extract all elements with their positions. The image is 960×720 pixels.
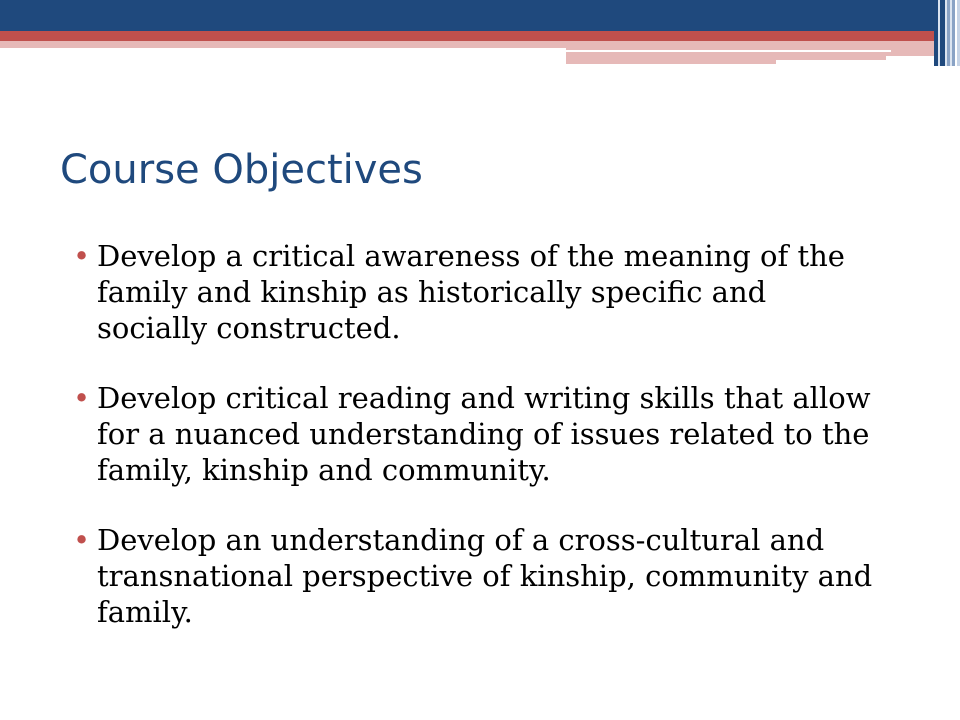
objectives-list — [73, 238, 873, 664]
bullet-marker: • — [73, 523, 91, 557]
header-blue-bar — [0, 0, 934, 31]
header-pink-stripe — [0, 41, 934, 48]
objective-text: Develop an understanding of a cross-cultural and transnational perspective of kinship, community and family. — [97, 523, 873, 629]
header-edge-stripes — [934, 0, 960, 66]
list-item — [73, 522, 873, 630]
slide-title: Course Objectives — [60, 147, 423, 193]
objective-text: Develop critical reading and writing skills that allow for a nuanced understanding of issues related to the family, kinship and community. — [97, 381, 871, 487]
list-item — [73, 238, 873, 346]
header-decoration — [0, 0, 960, 70]
header-red-stripe — [0, 31, 934, 41]
bullet-marker: • — [73, 239, 91, 273]
list-item — [73, 380, 873, 488]
header-pink-stripe-thin — [776, 56, 886, 60]
header-white-rule — [566, 50, 891, 52]
objective-text: Develop a critical awareness of the meaning of the family and kinship as historically specific and socially constructed. — [97, 239, 845, 345]
bullet-marker: • — [73, 381, 91, 415]
header-pink-stripe-shorter — [566, 56, 776, 64]
